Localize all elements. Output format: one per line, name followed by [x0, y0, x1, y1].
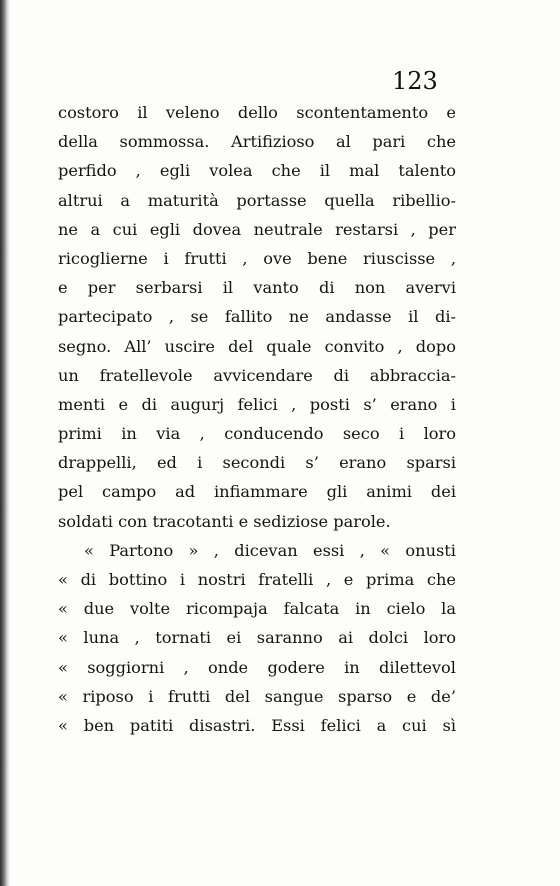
text-line: segno. All’ uscire del quale convito , dopo: [58, 336, 456, 356]
text-line: « riposo i frutti del sangue sparso e de’: [58, 686, 456, 706]
text-line: altrui a maturità portasse quella ribellio-: [58, 190, 456, 210]
text-line: « Partono » , dicevan essi , « onusti: [84, 540, 456, 560]
page-number: 123: [392, 67, 438, 95]
text-line: perfido , egli volea che il mal talento: [58, 161, 456, 181]
text-line: della sommossa. Artifizioso al pari che: [58, 132, 456, 152]
body-text: [58, 98, 456, 740]
page-spine-shadow: [0, 0, 10, 886]
text-line: ricoglierne i frutti , ove bene riuscisse ,: [58, 248, 456, 268]
text-line: pel campo ad infiammare gli animi dei: [58, 482, 456, 502]
text-line: « due volte ricompaja falcata in cielo la: [58, 599, 456, 619]
text-line: menti e di augurj felici , posti s’ erano i: [58, 394, 456, 414]
text-line: primi in via , conducendo seco i loro: [58, 424, 456, 444]
text-line: e per serbarsi il vanto di non avervi: [58, 278, 456, 298]
text-line: « di bottino i nostri fratelli , e prima che: [58, 570, 456, 589]
text-line: drappelli, ed i secondi s’ erano sparsi: [58, 453, 456, 473]
text-line: ne a cui egli dovea neutrale restarsi , per: [58, 219, 456, 239]
text-line: partecipato , se fallito ne andasse il di-: [58, 307, 456, 327]
text-line: « soggiorni , onde godere in dilettevol: [58, 657, 456, 677]
text-line: soldati con tracotanti e sediziose parole.: [58, 511, 391, 531]
text-line: « luna , tornati ei saranno ai dolci loro: [58, 628, 456, 648]
text-line: « ben patiti disastri. Essi felici a cui sì: [58, 715, 456, 735]
text-line: costoro il veleno dello scontentamento e: [58, 103, 456, 122]
text-line: un fratellevole avvicendare di abbraccia-: [58, 365, 456, 385]
